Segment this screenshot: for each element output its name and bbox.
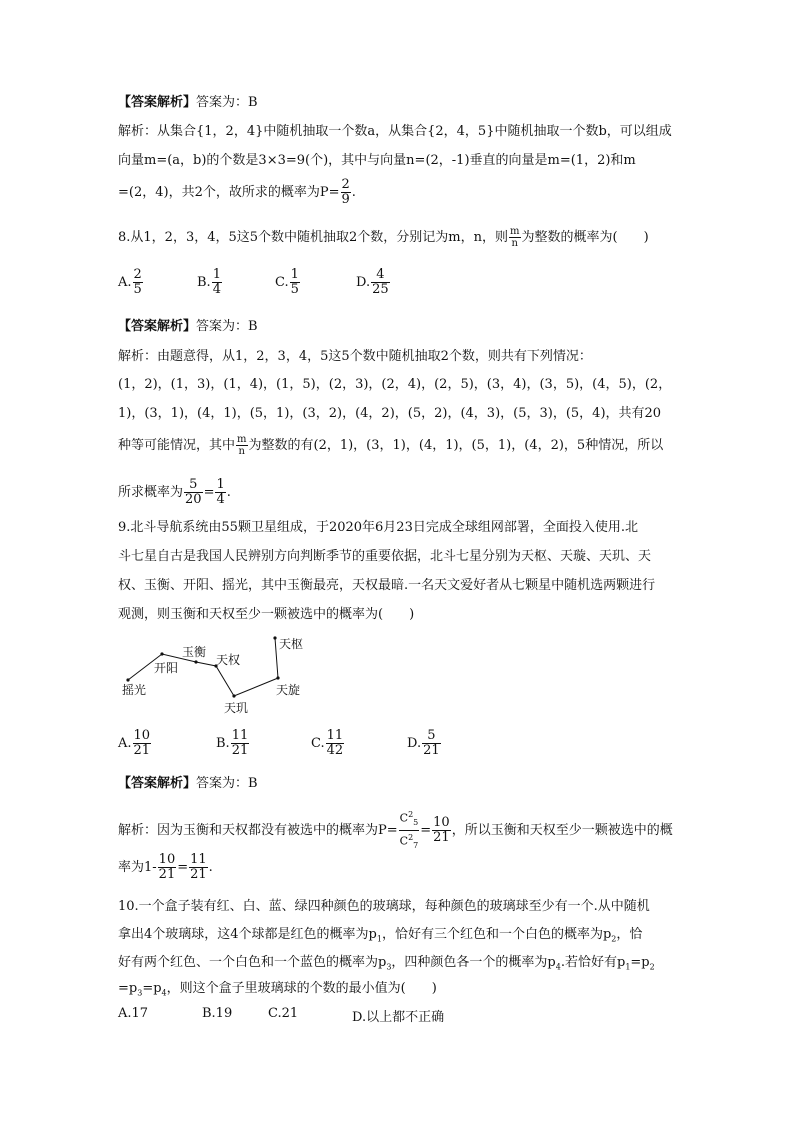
- q8-option-d[interactable]: [356, 268, 391, 297]
- q10-option-c[interactable]: C.21: [268, 1006, 299, 1021]
- q8-option-c[interactable]: [275, 268, 301, 297]
- text: =: [203, 485, 215, 500]
- text: 率为1-: [118, 860, 157, 875]
- q10-stem-line1: 10.一个盒子装有红、白、蓝、绿四种颜色的玻璃球，每种颜色的玻璃球至少有一个.从中随机: [118, 899, 650, 914]
- text: =: [177, 860, 189, 875]
- label-tianxuan: 天旋: [276, 683, 301, 697]
- subscript: 2: [649, 962, 655, 972]
- c-symbol: C: [399, 834, 409, 848]
- numerator: 5: [422, 729, 441, 744]
- q10-stem-line2: [118, 926, 642, 949]
- big-dipper-diagram: [118, 632, 348, 720]
- subscript: 3: [137, 988, 143, 998]
- fraction: [432, 816, 451, 845]
- q9-stem-line2: 斗七星自古是我国人民辨别方向判断季节的重要依据，北斗七星分别为天枢、天璇、天玑、天: [118, 549, 652, 564]
- subscript: 3: [386, 962, 392, 972]
- answer-heading-9: [118, 775, 258, 793]
- text: 好有两个红色、一个白色和一个蓝色的概率为p: [118, 955, 387, 970]
- text: ，则这个盒子里玻璃球的个数的最小值为( ): [166, 981, 437, 996]
- fraction: [133, 268, 143, 297]
- star-kaiyang: [160, 652, 163, 655]
- fraction: [133, 729, 152, 758]
- denominator: 21: [433, 829, 450, 845]
- numerator: 5: [184, 478, 203, 493]
- fraction: [371, 268, 390, 297]
- q10-stem-line4: [118, 980, 437, 1003]
- numerator: m: [237, 434, 247, 445]
- denominator: 20: [185, 492, 202, 507]
- subscript: 2: [611, 934, 617, 944]
- fraction: [184, 478, 203, 507]
- label-yaoguang: 摇光: [122, 683, 147, 697]
- denominator: n: [511, 238, 518, 249]
- answer-label: 【答案解析】: [118, 319, 197, 334]
- fraction: [215, 478, 225, 507]
- denominator: 21: [133, 743, 151, 758]
- numerator: 2: [133, 267, 142, 282]
- numerator: 1: [290, 267, 299, 282]
- numerator: 10: [158, 852, 176, 867]
- subscript: 5: [413, 817, 419, 827]
- text: 拿出4个玻璃球，这4个球都是红色的概率为p: [118, 927, 377, 942]
- text: 解析：因为玉衡和天权都没有被选中的概率为P=: [118, 822, 398, 838]
- subscript: 1: [625, 962, 631, 972]
- answer-value: 答案为：B: [196, 95, 258, 110]
- fraction: [290, 268, 300, 297]
- label-yuheng: 玉衡: [182, 645, 207, 659]
- q8-option-b[interactable]: [197, 268, 223, 297]
- numerator: 10: [433, 814, 450, 830]
- text: =p: [142, 981, 162, 996]
- m-over-n: [509, 226, 520, 249]
- text: =p: [118, 981, 138, 996]
- text: .: [208, 860, 213, 875]
- denominator: 9: [341, 192, 350, 207]
- q8-solution-line4: [118, 434, 663, 457]
- numerator: 11: [326, 728, 344, 743]
- denominator: 21: [231, 743, 249, 758]
- text: =(2，4)，共2个，故所求的概率为P=: [118, 185, 340, 200]
- subscript: 4: [161, 988, 167, 998]
- label-tianquan: 天权: [216, 653, 241, 667]
- denominator: 4: [216, 492, 225, 507]
- option-label: D.: [407, 736, 422, 751]
- text: 为整数的有(2，1)，(3，1)，(4，1)，(5，1)，(4，2)，5种情况，所以: [248, 438, 664, 453]
- q9-solution-line2: [118, 853, 213, 882]
- numerator: 2: [341, 177, 350, 192]
- q7-solution-line3: [118, 178, 356, 207]
- text: ，所以玉衡和天权至少一颗被选中的概: [451, 822, 673, 838]
- numerator: 1: [212, 267, 221, 282]
- denominator: 5: [133, 282, 142, 297]
- fraction: [422, 729, 441, 758]
- q9-stem-line3: 权、玉衡、开阳、摇光，其中玉衡最亮，天权最暗.一名天文爱好者从七颗星中随机选两颗进行: [118, 578, 656, 593]
- option-label: B.: [197, 275, 211, 290]
- answer-value: 答案为：B: [196, 319, 258, 334]
- option-label: B.: [216, 736, 230, 751]
- q9-stem-line1: 9.北斗导航系统由55颗卫星组成，于2020年6月23日完成全球组网部署，全面投入使用.北: [118, 520, 638, 535]
- q8-solution-line5: [118, 478, 231, 507]
- text: .: [226, 485, 231, 500]
- label-tianji: 天玑: [224, 701, 249, 715]
- star-yaoguang: [126, 678, 129, 681]
- answer-label: 【答案解析】: [118, 776, 197, 791]
- q8-solution-line1: 解析：由题意得，从1，2，3，4，5这5个数中随机抽取2个数，则共有下列情况：: [118, 349, 592, 364]
- answer-heading-7: [118, 94, 258, 112]
- q9-option-a[interactable]: [118, 729, 152, 758]
- q10-option-a[interactable]: A.17: [118, 1006, 149, 1021]
- text: .: [351, 185, 356, 200]
- option-label: D.: [356, 275, 371, 290]
- star-yuheng: [194, 660, 197, 663]
- superscript: 2: [408, 832, 414, 842]
- denominator: n: [238, 446, 245, 457]
- label-kaiyang: 开阳: [154, 661, 179, 675]
- q7-solution-line2: 向量m=(a，b)的个数是3×3=9(个)，其中与向量n=(2，-1)垂直的向量是m=(1，2)和m: [118, 153, 636, 168]
- q8-stem: [118, 226, 649, 249]
- numerator: 10: [133, 728, 151, 743]
- denominator: 5: [290, 282, 299, 297]
- numerator: m: [510, 226, 520, 237]
- q9-option-b[interactable]: [216, 729, 250, 758]
- text: 种等可能情况，其中: [118, 438, 236, 453]
- text: =: [420, 822, 432, 838]
- q10-stem-line3: [118, 954, 655, 977]
- q9-stem-line4: 观测，则玉衡和天权至少一颗被选中的概率为( ): [118, 607, 415, 622]
- star-tianxuan: [276, 676, 279, 679]
- subscript: 4: [555, 962, 561, 972]
- option-label: A.: [118, 275, 132, 290]
- q8-solution-line2: (1，2)，(1，3)，(1，4)，(1，5)，(2，3)，(2，4)，(2，5)，(3，4)，(3，5)，(4，5)，(2，: [118, 377, 672, 392]
- subscript: 1: [376, 934, 382, 944]
- denominator: 42: [326, 743, 344, 758]
- fraction: [189, 853, 208, 882]
- subscript: 7: [413, 840, 419, 850]
- numerator: 4: [371, 268, 390, 283]
- option-label: C.: [311, 736, 325, 751]
- denominator: 21: [423, 743, 440, 758]
- option-label: A.: [118, 736, 132, 751]
- q9-solution-line1: [118, 808, 673, 853]
- fraction: [326, 729, 345, 758]
- fraction: [231, 729, 250, 758]
- denominator: [399, 831, 420, 853]
- fraction: [341, 178, 351, 207]
- star-tianshu: [273, 636, 276, 639]
- q9-option-d[interactable]: [407, 729, 442, 758]
- q9-option-c[interactable]: [311, 729, 345, 758]
- denominator: 21: [158, 867, 176, 882]
- q10-option-d[interactable]: D.以上都不正确: [352, 1010, 445, 1025]
- text: =p: [630, 955, 650, 970]
- numerator: [399, 808, 420, 831]
- denominator: 25: [372, 282, 389, 297]
- text: ，恰好有三个红色和一个白色的概率为p: [381, 927, 612, 942]
- superscript: 2: [408, 810, 414, 819]
- q8-solution-line3: 1)，(3，1)，(4，1)，(5，1)，(3，2)，(4，2)，(5，2)，(4，3)，(5，3)，(5，4)，共有20: [118, 406, 662, 421]
- text: ，四种颜色各一个的概率为p: [391, 955, 556, 970]
- q8-option-a[interactable]: [118, 268, 144, 297]
- answer-value: 答案为：B: [196, 776, 258, 791]
- text: .若恰好有p: [560, 955, 626, 970]
- numerator: 11: [231, 728, 249, 743]
- numerator: 11: [190, 852, 207, 867]
- q7-solution-line1: 解析：从集合{1，2，4}中随机抽取一个数a，从集合{2，4，5}中随机抽取一个数b，可以组成: [118, 124, 672, 139]
- combination-fraction: [399, 808, 420, 853]
- fraction: [212, 268, 222, 297]
- star-tianji: [232, 694, 235, 697]
- m-over-n: [236, 434, 247, 457]
- text: 所求概率为: [118, 485, 184, 500]
- option-label: C.: [275, 275, 289, 290]
- text: 为整数的概率为( ): [521, 230, 649, 245]
- numerator: 1: [216, 477, 225, 492]
- fraction: [158, 853, 177, 882]
- denominator: 21: [190, 867, 207, 882]
- c-symbol: C: [399, 811, 409, 825]
- answer-label: 【答案解析】: [118, 95, 197, 110]
- text: 8.从1，2，3，4，5这5个数中随机抽取2个数，分别记为m，n，则: [118, 230, 509, 245]
- text: ，恰: [616, 927, 643, 942]
- denominator: 4: [212, 282, 221, 297]
- q10-option-b[interactable]: B.19: [202, 1006, 233, 1021]
- label-tianshu: 天枢: [279, 637, 304, 651]
- answer-heading-8: [118, 318, 258, 336]
